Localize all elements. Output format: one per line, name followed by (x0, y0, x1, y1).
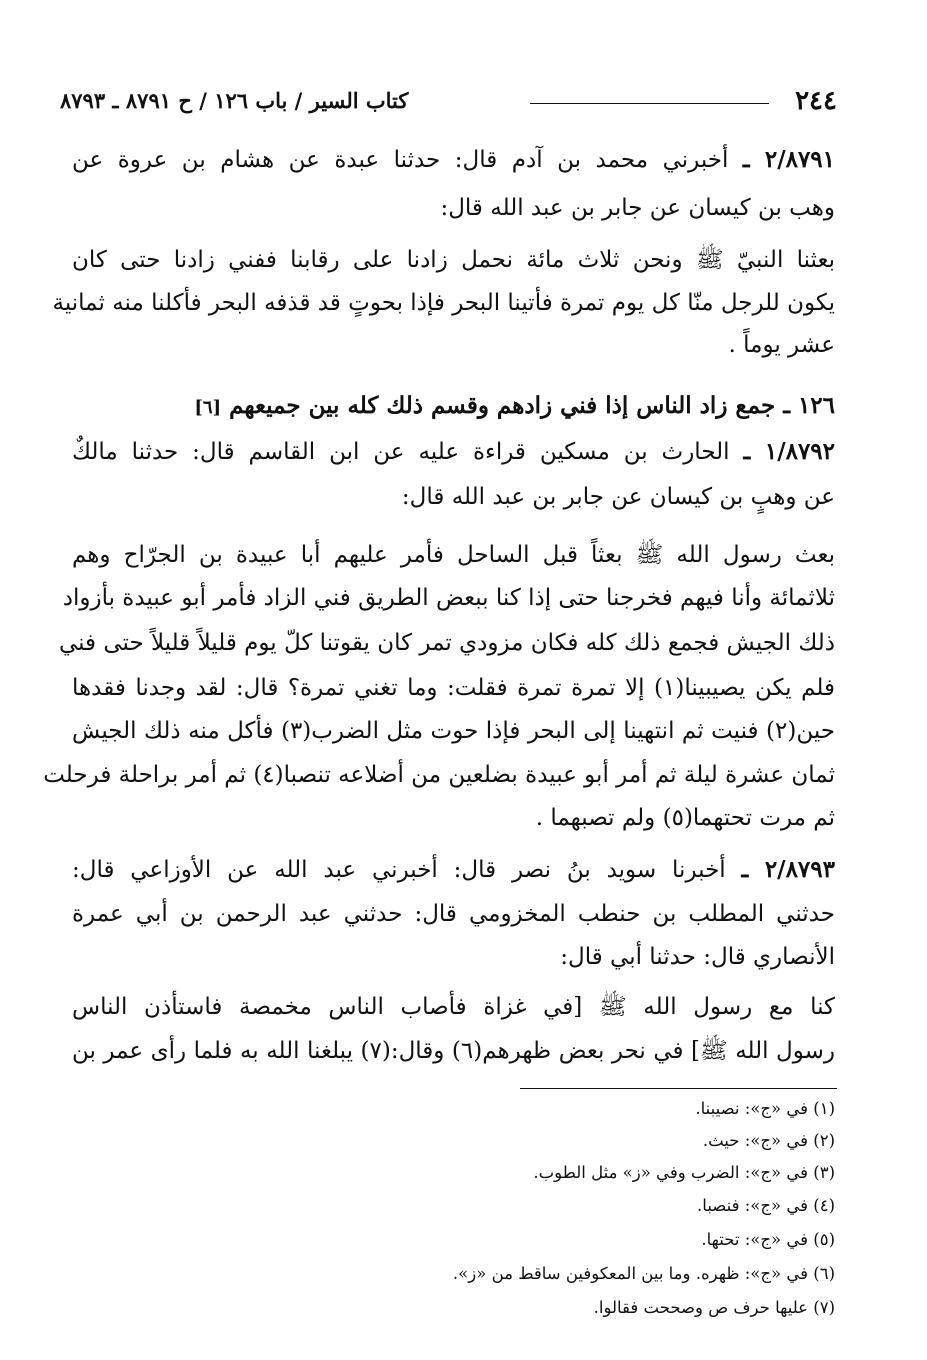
page-header (60, 86, 837, 122)
footnote-6: (٦) في «ج»: ظهره. وما بين المعكوفين ساقط من «ز». (452, 1264, 835, 1283)
footnote-3: (٣) في «ج»: الضرب وفي «ز» مثل الطوب. (533, 1163, 835, 1182)
chapter-heading (194, 392, 835, 419)
isnad-text: الحارث بن مسكين قراءة عليه عن ابن القاسم قال: حدثنا مالكٌ (72, 439, 730, 465)
hadith-8791-isnad-line-2: وهب بن كيسان عن جابر بن عبد الله قال: (440, 195, 835, 221)
hadith-8793-isnad-line-3: الأنصاري قال: حدثنا أبي قال: (560, 944, 835, 970)
hadith-8792-text-line-1: بعث رسول الله ﷺ بعثاً قبل الساحل فأمر عليهم أبا عبيدة بن الجرّاح وهم (72, 542, 835, 568)
hadith-8791-text-line-3: عشر يوماً . (728, 332, 835, 358)
footnote-2: (٢) في «ج»: حيث. (702, 1131, 835, 1150)
hadith-number: ٢/٨٧٩٣ ـ (741, 856, 835, 883)
hadith-number: ٢/٨٧٩١ ـ (742, 146, 836, 173)
hadith-8792-text-line-4: فلم يكن يصيبينا(١) إلا تمرة تمرة فقلت: وما تغني تمرة؟ قال: لقد وجدنا فقدها (72, 675, 835, 701)
running-head: كتاب السير / باب ١٢٦ / ح ٨٧٩١ ـ ٨٧٩٣ (60, 88, 409, 113)
hadith-8793-isnad-line-1 (72, 856, 835, 883)
isnad-text: أخبرني محمد بن آدم قال: حدثنا عبدة عن هشام بن عروة عن (72, 147, 729, 173)
hadith-8792-isnad-line-1 (72, 438, 835, 465)
hadith-8792-isnad-line-2: عن وهبٍ بن كيسان عن جابر بن عبد الله قال: (401, 484, 835, 510)
page-number: ٢٤٤ (795, 86, 837, 116)
hadith-8792-text-line-7: ثم مرت تحتهما(٥) ولم تصبهما . (535, 805, 835, 831)
isnad-text: أخبرنا سويد بنُ نصر قال: أخبرني عبد الله عن الأوزاعي قال: (72, 857, 726, 883)
hadith-8791-text-line-2: يكون للرجل منّا كل يوم تمرة فأتينا البحر فإذا بحوتٍ قد قذفه البحر فأكلنا منه ثمانية (52, 290, 835, 316)
hadith-8793-text-line-1: كنا مع رسول الله ﷺ [في غزاة فأصاب الناس مخمصة فاستأذن الناس (72, 994, 835, 1020)
hadith-8792-text-line-6: ثمان عشرة ليلة ثم أمر أبو عبيدة بضلعين من أضلاعه تنصبا(٤) ثم أمر براحلة فرحلت (43, 762, 835, 788)
footnote-1: (١) في «ج»: نصيبنا. (695, 1099, 835, 1118)
hadith-8793-isnad-line-2: حدثني المطلب بن حنطب المخزومي قال: حدثني عبد الرحمن بن أبي عمرة (72, 901, 835, 927)
chapter-title: ١٢٦ ـ جمع زاد الناس إذا فني زادهم وقسم ذلك كله بين جميعهم (229, 392, 835, 419)
hadith-number: ١/٨٧٩٢ ـ (743, 438, 836, 465)
chapter-ref: [٦] (194, 397, 222, 418)
footnote-7: (٧) عليها حرف ص وصححت فقالوا. (593, 1298, 835, 1317)
hadith-8792-text-line-2: ثلاثمائة وأنا فيهم فخرجنا حتى إذا كنا ببعض الطريق فني الزاد فأمر أبو عبيدة بأزواد (62, 585, 835, 611)
header-rule (530, 103, 769, 104)
hadith-8792-text-line-3: ذلك الجيش فجمع ذلك كله فكان مزودي تمر كان يقوتنا كلّ يوم قليلاً قليلاً حتى فني (58, 630, 835, 656)
footnote-rule (520, 1088, 837, 1089)
footnote-4: (٤) في «ج»: فنصبا. (697, 1196, 835, 1215)
hadith-8791-isnad-line-1 (72, 146, 835, 173)
hadith-8791-text-line-1: بعثنا النبيّ ﷺ ونحن ثلاث مائة نحمل زادنا على رقابنا ففني زادنا حتى كان (72, 247, 835, 273)
footnote-5: (٥) في «ج»: تحتها. (701, 1230, 835, 1249)
hadith-8792-text-line-5: حين(٢) فنيت ثم انتهينا إلى البحر فإذا حوت مثل الضرب(٣) فأكل منه ذلك الجيش (72, 718, 835, 744)
hadith-8793-text-line-2: رسول الله ﷺ] في نحر بعض ظهرهم(٦) وقال:(٧) يبلغنا الله به فلما رأى عمر بن (72, 1038, 836, 1064)
